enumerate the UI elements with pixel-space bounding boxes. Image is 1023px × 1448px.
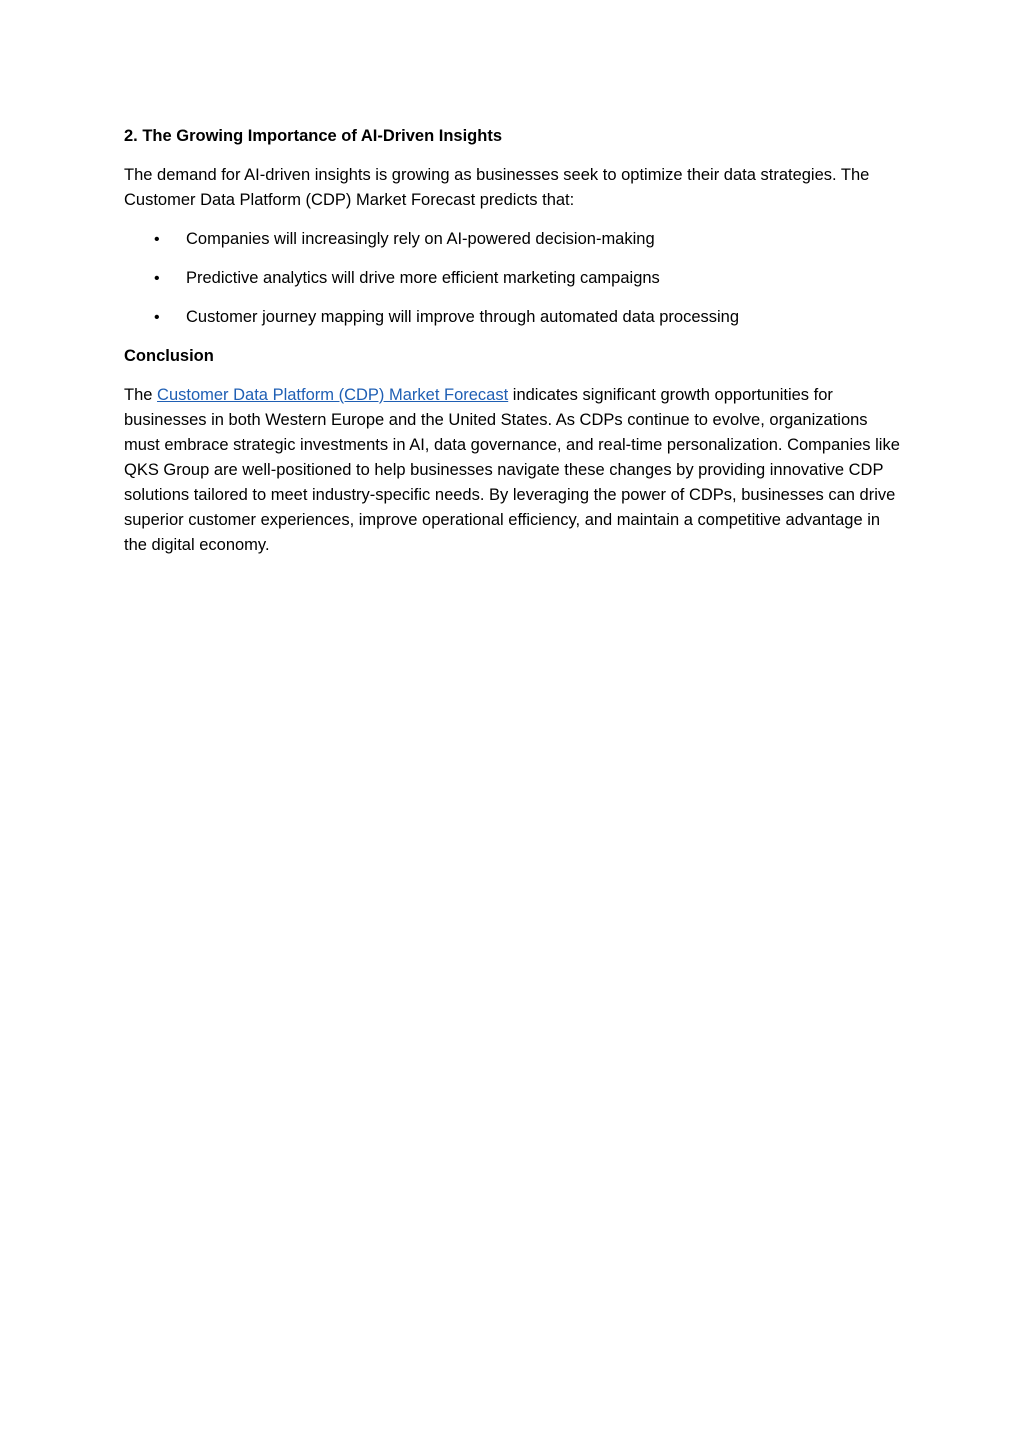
list-item xyxy=(124,227,904,252)
bullet-icon: • xyxy=(154,270,160,287)
conclusion-paragraph xyxy=(124,383,904,558)
bullet-list xyxy=(124,227,904,330)
bullet-icon: • xyxy=(154,309,160,326)
list-item-text: Predictive analytics will drive more efficient marketing campaigns xyxy=(186,269,660,287)
cdp-market-forecast-link[interactable]: Customer Data Platform (CDP) Market Forecast xyxy=(157,386,509,404)
list-item-text: Companies will increasingly rely on AI-powered decision-making xyxy=(186,230,655,248)
list-item xyxy=(124,305,904,330)
conclusion-lead-text: The xyxy=(124,386,158,404)
list-item-text: Customer journey mapping will improve through automated data processing xyxy=(186,308,740,326)
document-content xyxy=(124,124,904,572)
section-heading: 2. The Growing Importance of AI-Driven Insights xyxy=(124,127,503,145)
section-intro-paragraph: The demand for AI-driven insights is growing as businesses seek to optimize their data strategies. The Customer Data Platform (CDP) Market Forecast predicts that: xyxy=(124,166,870,209)
conclusion-heading: Conclusion xyxy=(124,347,214,365)
conclusion-body-text: indicates significant growth opportunities for businesses in both Western Europe and the United States. As CDPs continue to evolve, organizations must embrace strategic investments in AI, data governance, and real-time personalization. Companies like QKS Group are well-positioned to help businesses navigate these changes by providing innovative CDP solutions tailored to meet industry-specific needs. By leveraging the power of CDPs, businesses can drive superior customer experiences, improve operational efficiency, and maintain a competitive advantage in the digital economy. xyxy=(124,386,900,554)
bullet-icon: • xyxy=(154,231,160,248)
list-item xyxy=(124,266,904,291)
